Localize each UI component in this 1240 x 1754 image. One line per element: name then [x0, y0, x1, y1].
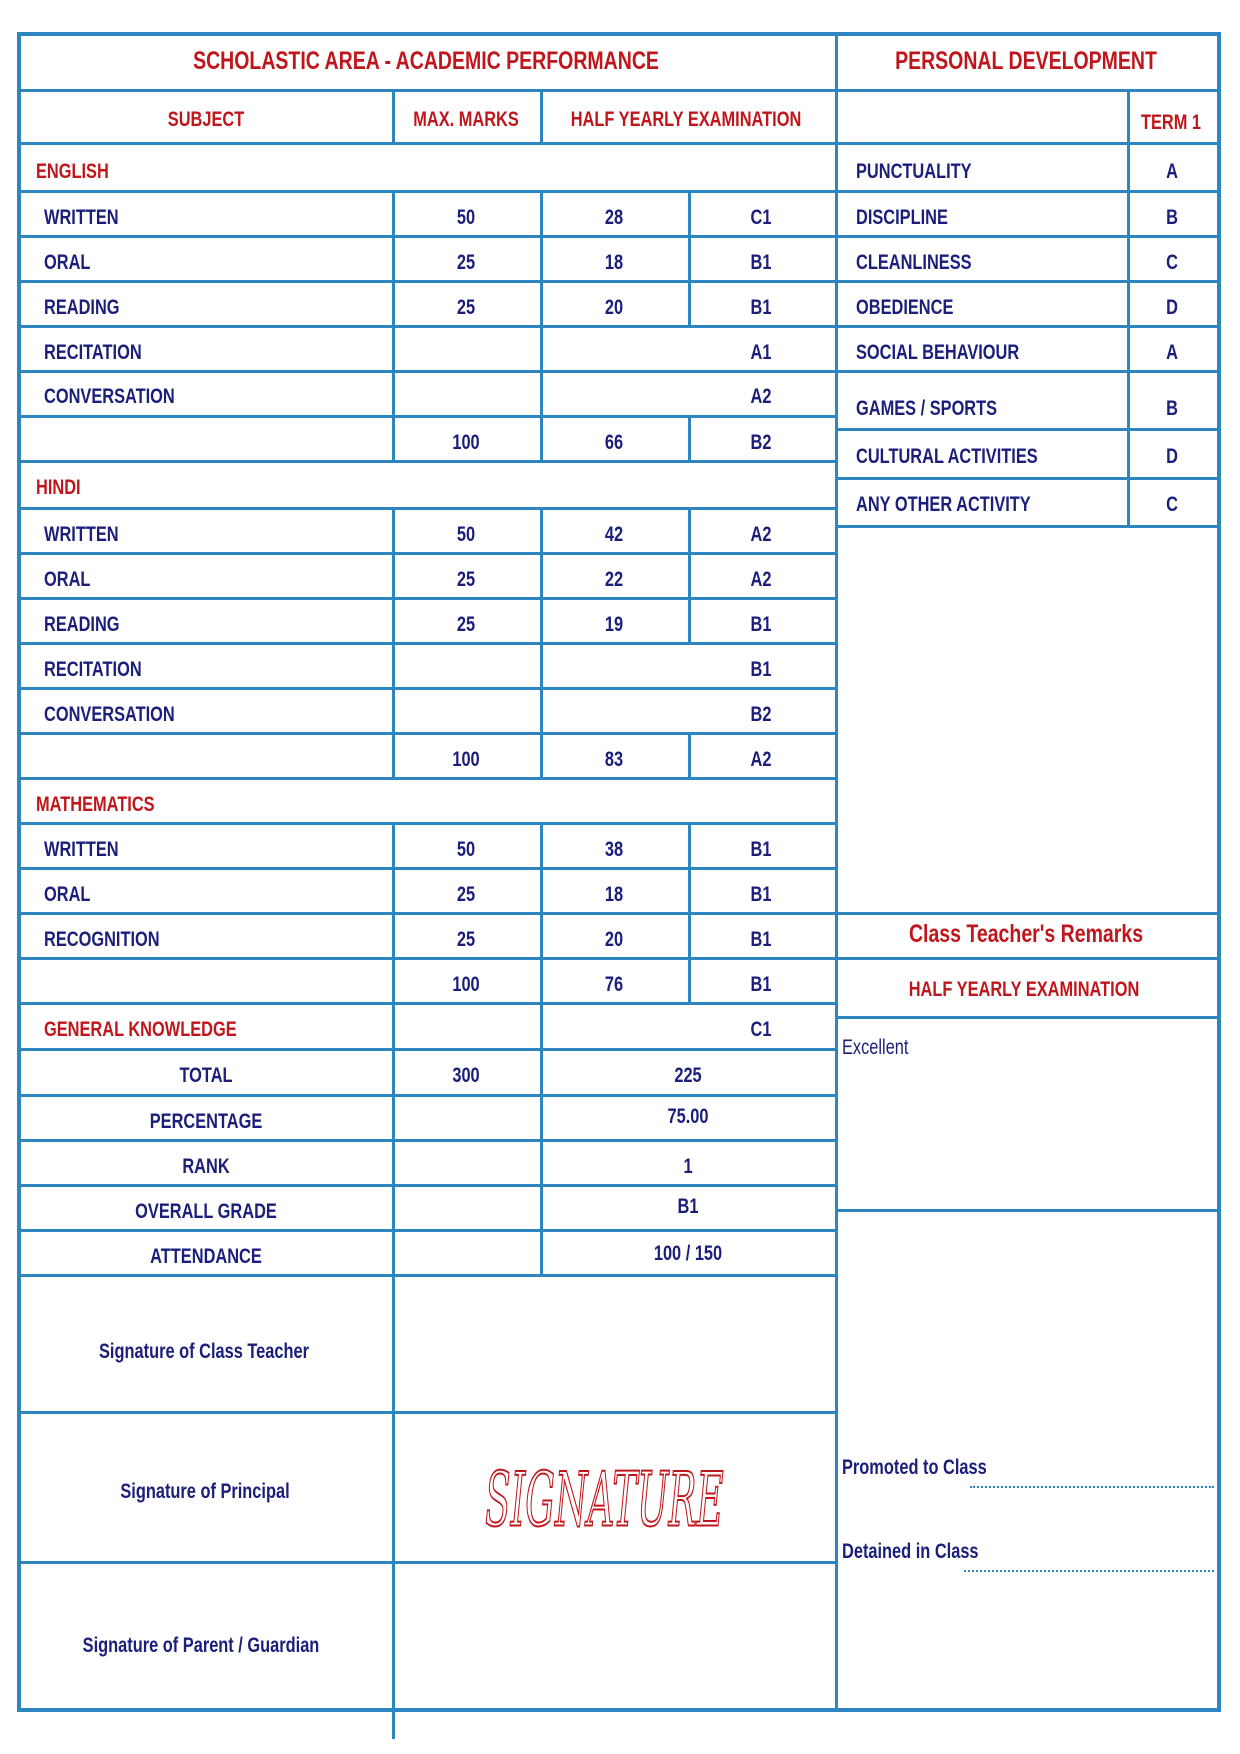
- promoted-blank: [970, 1486, 1214, 1488]
- subject-general-knowledge: GENERAL KNOWLEDGE: [44, 1018, 237, 1041]
- promoted-label: Promoted to Class: [842, 1456, 987, 1479]
- svg-text:SIGNATURE: SIGNATURE: [485, 1456, 724, 1544]
- detained-blank: [964, 1570, 1214, 1572]
- col-max-marks: MAX. MARKS: [413, 108, 519, 131]
- class-teacher-signature-label: Signature of Class Teacher: [99, 1340, 309, 1363]
- subject-mathematics: MATHEMATICS: [36, 793, 155, 816]
- col-term-1: TERM 1: [1140, 111, 1202, 134]
- col-half-yearly: HALF YEARLY EXAMINATION: [570, 108, 802, 131]
- remarks-text: Excellent: [842, 1036, 909, 1059]
- subject-english: ENGLISH: [36, 160, 109, 183]
- col-subject: SUBJECT: [167, 108, 245, 131]
- principal-signature-stamp: [485, 1432, 724, 1567]
- remarks-exam: HALF YEARLY EXAMINATION: [908, 978, 1140, 1001]
- detained-label: Detained in Class: [842, 1540, 979, 1563]
- parent-signature-label: Signature of Parent / Guardian: [82, 1634, 320, 1657]
- personal-title: PERSONAL DEVELOPMENT: [895, 47, 1157, 75]
- principal-signature-label: Signature of Principal: [120, 1480, 290, 1503]
- scholastic-title: SCHOLASTIC AREA - ACADEMIC PERFORMANCE: [193, 47, 659, 75]
- remarks-title: Class Teacher's Remarks: [908, 920, 1144, 948]
- subject-hindi: HINDI: [36, 476, 81, 499]
